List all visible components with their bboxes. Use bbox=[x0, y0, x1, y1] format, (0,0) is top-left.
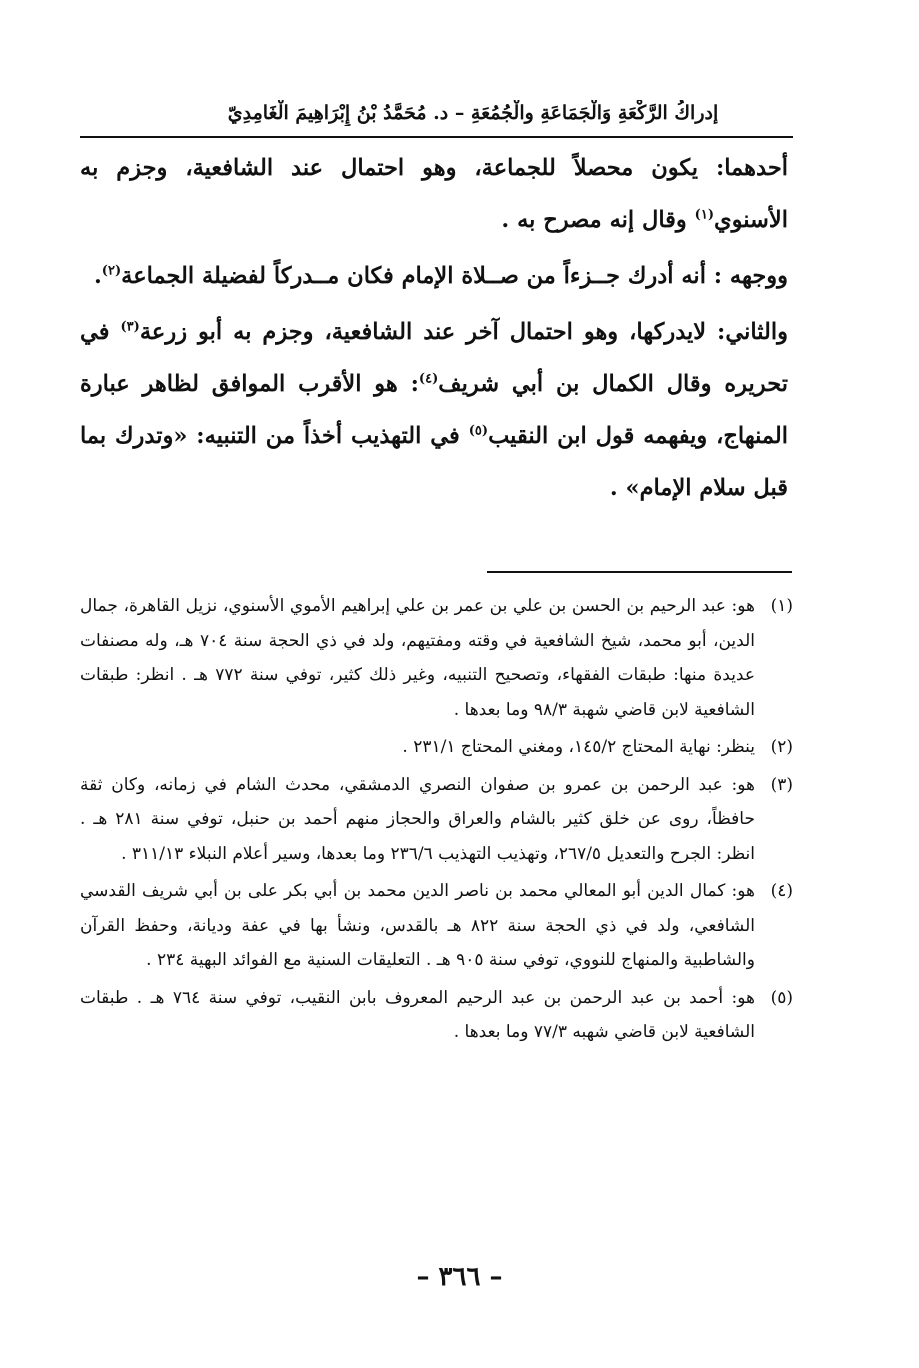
footnote-ref-2[interactable]: (٢) bbox=[101, 263, 122, 279]
footnote-number: (١) bbox=[770, 596, 793, 616]
paragraph-text: والثاني: لايدركها، وهو احتمال آخر عند الشافعية، وجزم به أبو زرعة bbox=[139, 319, 788, 345]
header-divider bbox=[80, 136, 793, 138]
footnote-2 bbox=[80, 730, 793, 765]
paragraph-text: ووجهه : أنه أدرك جــزءاً من صــلاة الإمام فكان مــدركاً لفضيلة الجماعة bbox=[121, 263, 788, 289]
footnote-divider bbox=[487, 571, 792, 573]
footnote-text: هو: عبد الرحمن بن عمرو بن صفوان النصري الدمشقي، محدث الشام في زمانه، وكان ثقة حافظاً، روى عن خلق كثير بالشام والعراق والحجاز منهم أحمد بن حنبل، توفي سنة ٢٨١ هـ . انظر: الجرح والتعديل ٢٦٧/٥، وتهذيب التهذيب ٢٣٦/٦ وما بعدها، وسير أعلام النبلاء ٣١١/١٣ . bbox=[80, 774, 755, 864]
paragraph-text: في التهذيب أخذاً من التنبيه: «وتدرك بما قبل سلام الإمام» . bbox=[80, 423, 788, 501]
footnote-text: هو: أحمد بن عبد الرحمن بن عبد الرحيم المعروف بابن النقيب، توفي سنة ٧٦٤ هـ . طبقات الشافعية لابن قاضي شهبه ٧٧/٣ وما بعدها . bbox=[80, 987, 755, 1042]
paragraph-text: أحدهما: يكون محصلاً للجماعة، وهو احتمال عند الشافعية، وجزم به الأسنوي bbox=[80, 155, 788, 233]
footnote-5 bbox=[80, 981, 793, 1050]
paragraph-text: : هو الأقرب الموافق لظاهر عبارة المنهاج، ويفهمه قول ابن النقيب bbox=[80, 371, 788, 449]
paragraph-1 bbox=[80, 142, 788, 246]
paragraph-2 bbox=[80, 250, 788, 302]
footnote-ref-1[interactable]: (١) bbox=[694, 207, 715, 223]
footnote-4 bbox=[80, 874, 793, 978]
footnote-ref-3[interactable]: (٣) bbox=[120, 319, 140, 335]
footnote-3 bbox=[80, 768, 793, 872]
paragraph-text: في تحريره وقال الكمال بن أبي شريف bbox=[80, 319, 788, 397]
footnote-text: هو: عبد الرحيم بن الحسن بن علي بن عمر بن علي إبراهيم الأموي الأسنوي، نزيل القاهرة، جمال الدين، أبو محمد، شيخ الشافعية في وقته ومفتيهم، ولد في ذي الحجة سنة ٧٠٤ هـ، وله مصنفات عديدة منها: طبقات الفقهاء، وتصحيح التنبيه، وغير ذلك كثير، توفي سنة ٧٧٢ هـ . انظر: طبقات الشافعية لابن قاضي شهبة ٩٨/٣ وما بعدها . bbox=[80, 596, 755, 720]
footnote-ref-5[interactable]: (٥) bbox=[468, 423, 489, 439]
footnotes bbox=[80, 589, 793, 1053]
footnote-number: (٢) bbox=[770, 737, 793, 757]
footnote-text: هو: كمال الدين أبو المعالي محمد بن ناصر الدين محمد بن أبي بكر على بن أبي شريف القدسي الشافعي، ولد في ذي الحجة سنة ٨٢٢ هـ بالقدس، ونشأ بها في عفة وديانة، وحفظ القرآن والشاطبية والمنهاج للنووي، توفي سنة ٩٠٥ هـ . التعليقات السنية مع الفوائد البهية ٢٣٤ . bbox=[80, 881, 755, 970]
paragraph-text: وقال إنه مصرح به . bbox=[501, 207, 695, 233]
running-header: إدراكُ الرَّكْعَةِ وَالْجَمَاعَةِ والْجُمُعَةِ – د. مُحَمَّدُ بْنُ إِبْرَاهِيمَ الْغَامِدِيّ bbox=[227, 102, 719, 124]
footnote-1 bbox=[80, 589, 793, 727]
footnote-ref-4[interactable]: (٤) bbox=[418, 371, 439, 387]
paragraph-3 bbox=[80, 306, 788, 514]
paragraph-text: . bbox=[93, 263, 102, 289]
footnote-number: (٣) bbox=[770, 774, 793, 795]
page-number: – ٣٦٦ – bbox=[416, 1262, 503, 1292]
footnote-number: (٥) bbox=[770, 987, 793, 1008]
main-text bbox=[80, 142, 788, 514]
footnote-number: (٤) bbox=[770, 881, 793, 901]
footnote-text: ينظر: نهاية المحتاج ١٤٥/٢، ومغني المحتاج ٢٣١/١ . bbox=[402, 737, 755, 757]
